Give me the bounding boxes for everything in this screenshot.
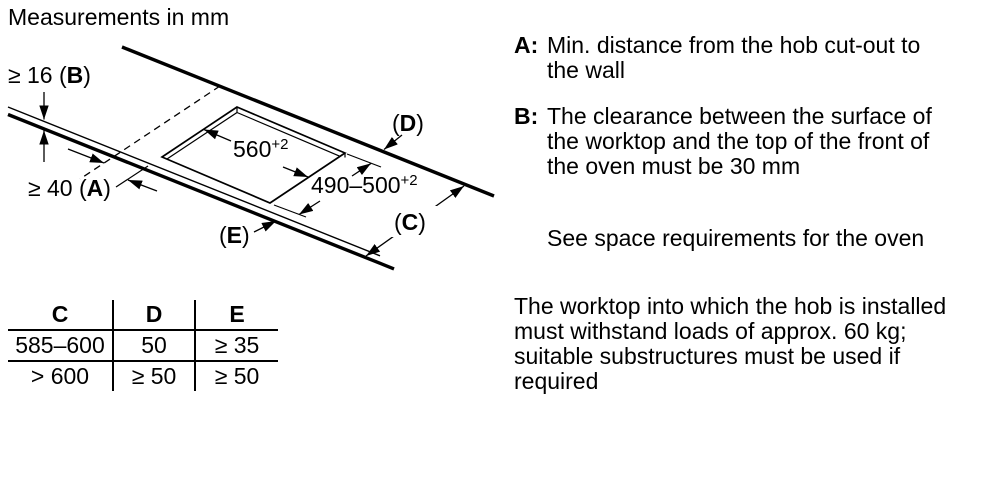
load-note-line: suitable substructures must be used if	[514, 343, 901, 369]
note-a	[514, 33, 920, 83]
dim-width-value: $560^{+2}$	[233, 136, 289, 162]
dim-width-arrow-right	[283, 167, 308, 177]
label-d-arrow	[384, 135, 402, 150]
dim-depth-ext-top	[347, 154, 381, 167]
note-a-line: Min. distance from the hob cut-out to	[547, 32, 921, 58]
label-c: (C)	[394, 209, 426, 235]
label-e: (E)	[219, 222, 250, 248]
dim-b-label: ≥ 16 (B)	[8, 62, 91, 88]
table-cell: ≥ 35	[195, 330, 278, 361]
table-cell: ≥ 50	[195, 361, 278, 391]
load-note-line: The worktop into which the hob is installed	[514, 293, 947, 319]
wall-edge-line	[122, 47, 494, 196]
note-b-label: B:	[514, 103, 539, 129]
note-b-text	[547, 104, 932, 179]
table-row	[8, 330, 278, 361]
dim-width-arrow-left	[204, 130, 231, 142]
load-note	[514, 294, 959, 394]
label-e-arrow	[254, 221, 276, 232]
table-cell: > 600	[8, 361, 113, 391]
table-row	[8, 361, 278, 391]
table-cell: 585–600	[8, 330, 113, 361]
table-header-row	[8, 300, 278, 330]
col-header-d: D	[113, 300, 195, 330]
note-b	[514, 104, 932, 179]
load-note-line: required	[514, 368, 599, 394]
table-cell: 50	[113, 330, 195, 361]
label-d: (D)	[392, 110, 424, 136]
note-a-label: A:	[514, 32, 539, 58]
dim-depth-value: $490-500^{+2}$	[311, 172, 418, 198]
note-see-space	[547, 226, 924, 251]
col-header-e: E	[195, 300, 278, 330]
worktop-cutout-diagram	[0, 0, 510, 300]
col-header-c: C	[51, 301, 69, 327]
clearance-table	[8, 300, 278, 391]
note-a-line: the wall	[547, 57, 625, 83]
note-b-line: The clearance between the surface of	[547, 103, 932, 129]
dim-a-arrow-right	[128, 180, 157, 191]
note-b-line: the worktop and the top of the front of	[547, 128, 930, 154]
page-title: Measurements in mm	[8, 4, 230, 30]
note-see-line: See space requirements for the oven	[547, 225, 925, 251]
cutout-edge-extension-line	[116, 166, 148, 187]
note-b-line: the oven must be 30 mm	[547, 153, 801, 179]
dim-a-label: ≥ 40 (A)	[28, 175, 111, 201]
table-cell: ≥ 50	[113, 361, 195, 391]
load-note-line: must withstand loads of approx. 60 kg;	[514, 318, 907, 344]
dim-depth-arrow-bottom	[299, 201, 320, 215]
note-a-text	[547, 33, 920, 83]
